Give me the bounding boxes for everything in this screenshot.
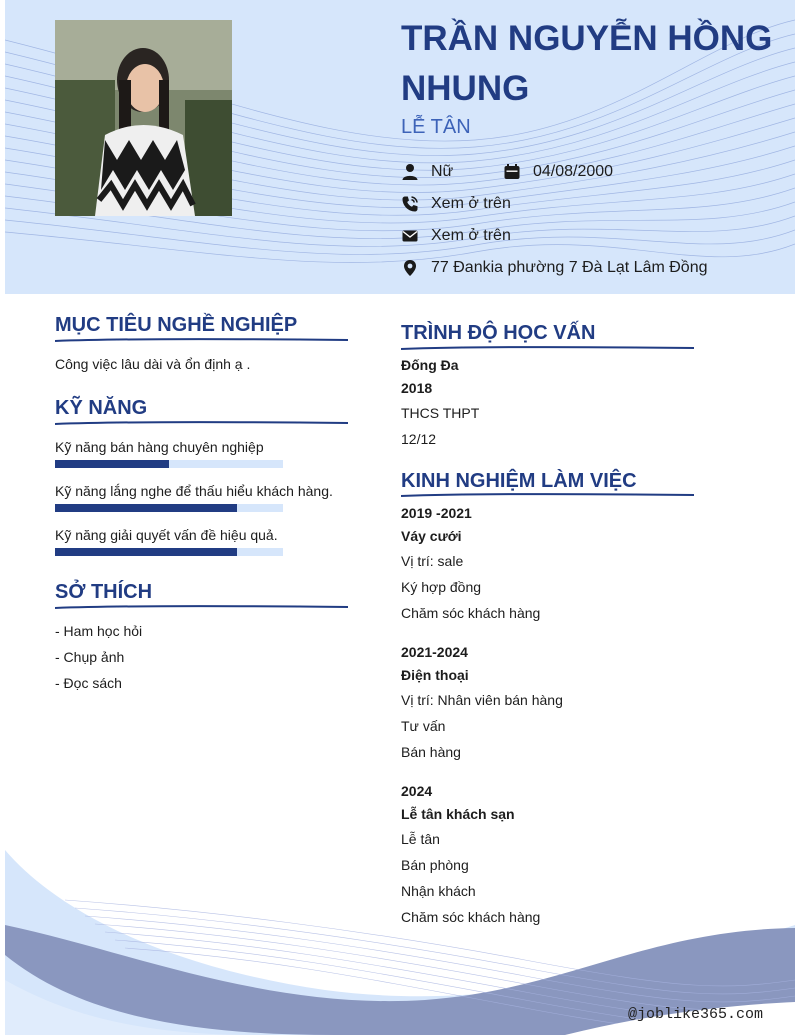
watermark: @joblike365.com (628, 1006, 764, 1023)
skill-bar (55, 548, 283, 556)
education-grade: 12/12 (401, 431, 437, 447)
email-row (401, 224, 511, 248)
phone-row (401, 192, 511, 216)
objective-text: Công việc lâu dài và ổn định ạ . (55, 356, 251, 372)
phone-value: Xem ở trên (431, 195, 511, 212)
experience-title-underline (401, 491, 694, 499)
hobby-item: - Ham học hỏi (55, 623, 143, 639)
education-title-underline (401, 344, 694, 352)
job-period: 2019 -2021 (401, 505, 472, 521)
hobby-item: - Đọc sách (55, 675, 122, 691)
gender-value: Nữ (431, 163, 454, 180)
address-value: 77 Đankia phường 7 Đà Lạt Lâm Đồng (431, 259, 708, 276)
job-company: Điện thoại (401, 667, 469, 683)
envelope-icon (401, 227, 419, 245)
skill-label: Kỹ năng lắng nghe để thấu hiểu khách hàng. (55, 483, 333, 499)
hobbies-title-underline (55, 603, 348, 611)
hobbies-title: SỞ THÍCH (55, 581, 153, 603)
job-detail: Vị trí: Nhân viên bán hàng (401, 692, 563, 708)
skill-label: Kỹ năng bán hàng chuyên nghiệp (55, 439, 264, 455)
skill-bar-fill (55, 548, 237, 556)
cv-page (5, 0, 795, 1035)
education-major: THCS THPT (401, 405, 480, 421)
job-detail: Chăm sóc khách hàng (401, 909, 541, 925)
job-detail: Tư vấn (401, 718, 446, 734)
job-detail: Lễ tân (401, 831, 440, 847)
email-value: Xem ở trên (431, 227, 511, 244)
profile-photo-illustration (55, 20, 232, 216)
job-company: Lễ tân khách sạn (401, 806, 515, 822)
skill-bar (55, 460, 283, 468)
job-detail: Bán phòng (401, 857, 469, 873)
calendar-icon (503, 163, 521, 181)
hobby-item: - Chụp ảnh (55, 649, 125, 665)
skill-bar (55, 504, 283, 512)
job-period: 2021-2024 (401, 644, 468, 660)
birthday-row (503, 160, 613, 184)
job-title: LỄ TÂN (401, 116, 471, 138)
job-company: Váy cưới (401, 528, 462, 544)
experience-title: KINH NGHIỆM LÀM VIỆC (401, 470, 637, 492)
bottom-wave-decoration (5, 830, 795, 1035)
skills-title-underline (55, 419, 348, 427)
birthday-value: 04/08/2000 (533, 163, 614, 180)
gender-row (401, 160, 453, 184)
education-year: 2018 (401, 380, 433, 396)
job-detail: Nhận khách (401, 883, 476, 899)
job-detail: Chăm sóc khách hàng (401, 605, 541, 621)
user-icon (401, 163, 419, 181)
job-detail: Vị trí: sale (401, 553, 464, 569)
job-detail: Ký hợp đồng (401, 579, 482, 595)
job-detail: Bán hàng (401, 744, 461, 760)
skill-bar-fill (55, 504, 237, 512)
job-period: 2024 (401, 783, 433, 799)
map-pin-icon (401, 259, 419, 277)
header (5, 0, 795, 294)
objective-title-underline (55, 336, 348, 344)
education-school: Đống Đa (401, 357, 459, 373)
phone-icon (401, 195, 419, 213)
skill-bar-fill (55, 460, 169, 468)
address-row (401, 256, 707, 280)
objective-title: MỤC TIÊU NGHỀ NGHIỆP (55, 314, 298, 336)
education-title: TRÌNH ĐỘ HỌC VẤN (401, 322, 596, 344)
profile-photo (55, 20, 232, 216)
skill-label: Kỹ năng giải quyết vấn đề hiệu quả. (55, 527, 278, 543)
skills-title: KỸ NĂNG (55, 397, 148, 419)
candidate-name: TRẦN NGUYỄN HỒNG NHUNG (401, 19, 773, 108)
